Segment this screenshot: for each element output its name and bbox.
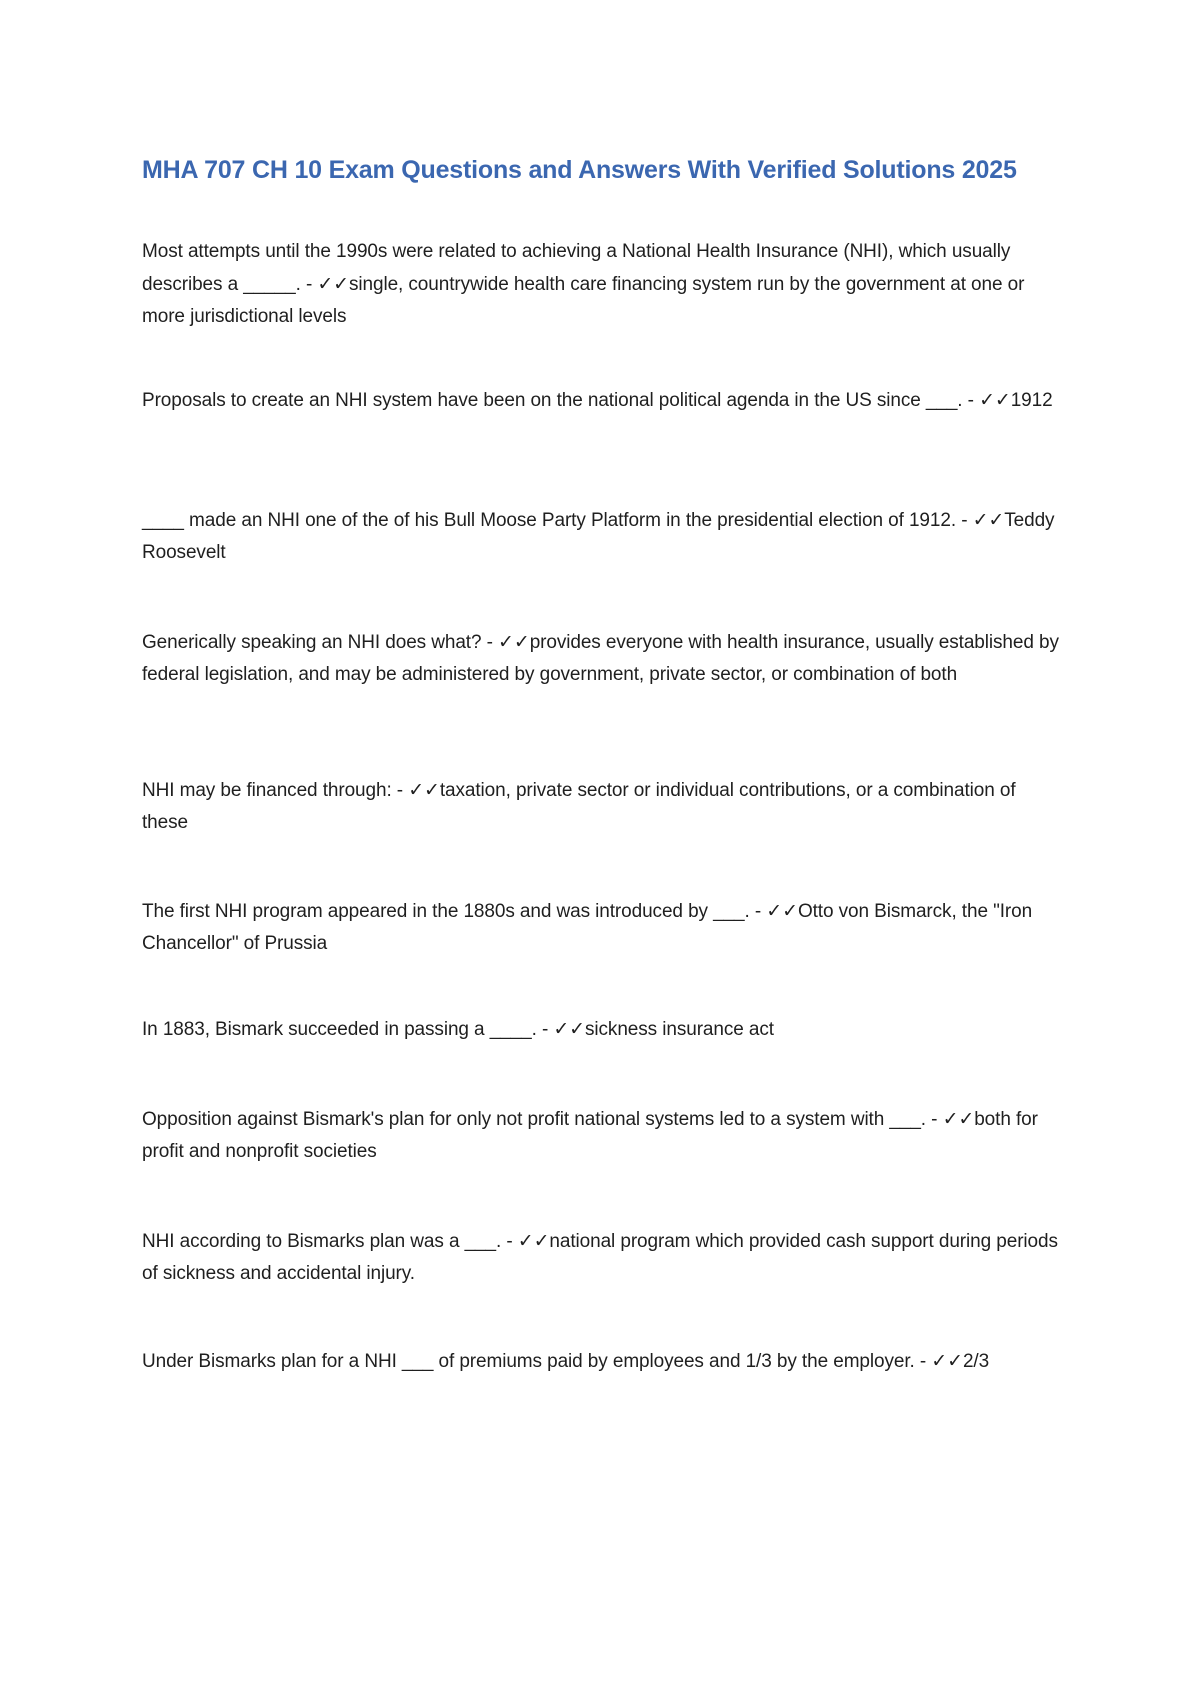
answer-text: 1912 — [1010, 390, 1053, 411]
separator: - — [962, 390, 980, 411]
question-text: Opposition against Bismark's plan for only not profit national systems led to a system with ___. — [142, 1109, 926, 1130]
question-text: In 1883, Bismark succeeded in passing a ____. — [142, 1019, 537, 1040]
question-text: The first NHI program appeared in the 1880s and was introduced by ___. — [142, 901, 750, 922]
separator: - — [749, 901, 767, 922]
check-mark-icon: ✓✓ — [979, 389, 1011, 411]
check-mark-icon: ✓✓ — [972, 509, 1005, 531]
question-text: Generically speaking an NHI does what? — [142, 632, 482, 653]
separator: - — [481, 632, 499, 653]
question-text: Under Bismarks plan for a NHI ___ of premiums paid by employees and 1/3 by the employer. — [142, 1351, 915, 1372]
answer-text: both for profit and nonprofit societies — [142, 1109, 1038, 1162]
qa-item — [142, 1225, 1062, 1290]
qa-item — [142, 626, 1062, 691]
check-mark-icon: ✓✓ — [498, 631, 530, 653]
separator: - — [501, 1231, 518, 1252]
answer-text: Otto von Bismarck, the "Iron Chancellor" of Prussia — [142, 901, 1033, 954]
answer-text: single, countrywide health care financing system run by the government at one or more jurisdictional levels — [142, 274, 1025, 327]
check-mark-icon: ✓✓ — [942, 1108, 975, 1130]
separator: - — [536, 1019, 554, 1040]
question-text: Proposals to create an NHI system have been on the national political agenda in the US since ___. — [142, 390, 963, 411]
qa-item — [142, 1345, 1062, 1378]
answer-text: Teddy Roosevelt — [142, 510, 1055, 563]
answer-text: sickness insurance act — [585, 1019, 774, 1040]
qa-item — [142, 384, 1062, 417]
answer-text: 2/3 — [962, 1351, 990, 1372]
answer-text: provides everyone with health insurance, usually established by federal legislation, and may be administered by government, private sector, or combination of both — [142, 632, 1059, 685]
question-text: ____ made an NHI one of the of his Bull Moose Party Platform in the presidential election of 1912. — [142, 510, 957, 531]
answer-text: national program which provided cash support during periods of sickness and accidental injury. — [142, 1231, 1058, 1284]
check-mark-icon: ✓✓ — [766, 900, 798, 922]
check-mark-icon: ✓✓ — [408, 779, 440, 801]
check-mark-icon: ✓✓ — [317, 273, 349, 295]
question-text: NHI may be financed through: — [142, 780, 392, 801]
check-mark-icon: ✓✓ — [517, 1230, 550, 1252]
qa-item — [142, 1013, 1062, 1046]
question-text: Most attempts until the 1990s were related to achieving a National Health Insurance (NHI), which usually describes a _____. — [142, 241, 1011, 295]
separator: - — [391, 780, 409, 801]
qa-item — [142, 774, 1062, 839]
qa-item — [142, 895, 1062, 960]
separator: - — [956, 510, 973, 531]
qa-item — [142, 504, 1062, 569]
qa-item — [142, 1103, 1062, 1168]
document-title: MHA 707 CH 10 Exam Questions and Answers With Verified Solutions 2025 — [142, 156, 1017, 184]
separator: - — [300, 274, 318, 295]
question-text: NHI according to Bismarks plan was a ___. — [142, 1231, 502, 1252]
qa-item — [142, 236, 1062, 333]
answer-text: taxation, private sector or individual contributions, or a combination of these — [142, 780, 1016, 833]
check-mark-icon: ✓✓ — [553, 1018, 585, 1040]
separator: - — [925, 1109, 943, 1130]
check-mark-icon: ✓✓ — [931, 1350, 963, 1372]
separator: - — [914, 1351, 932, 1372]
